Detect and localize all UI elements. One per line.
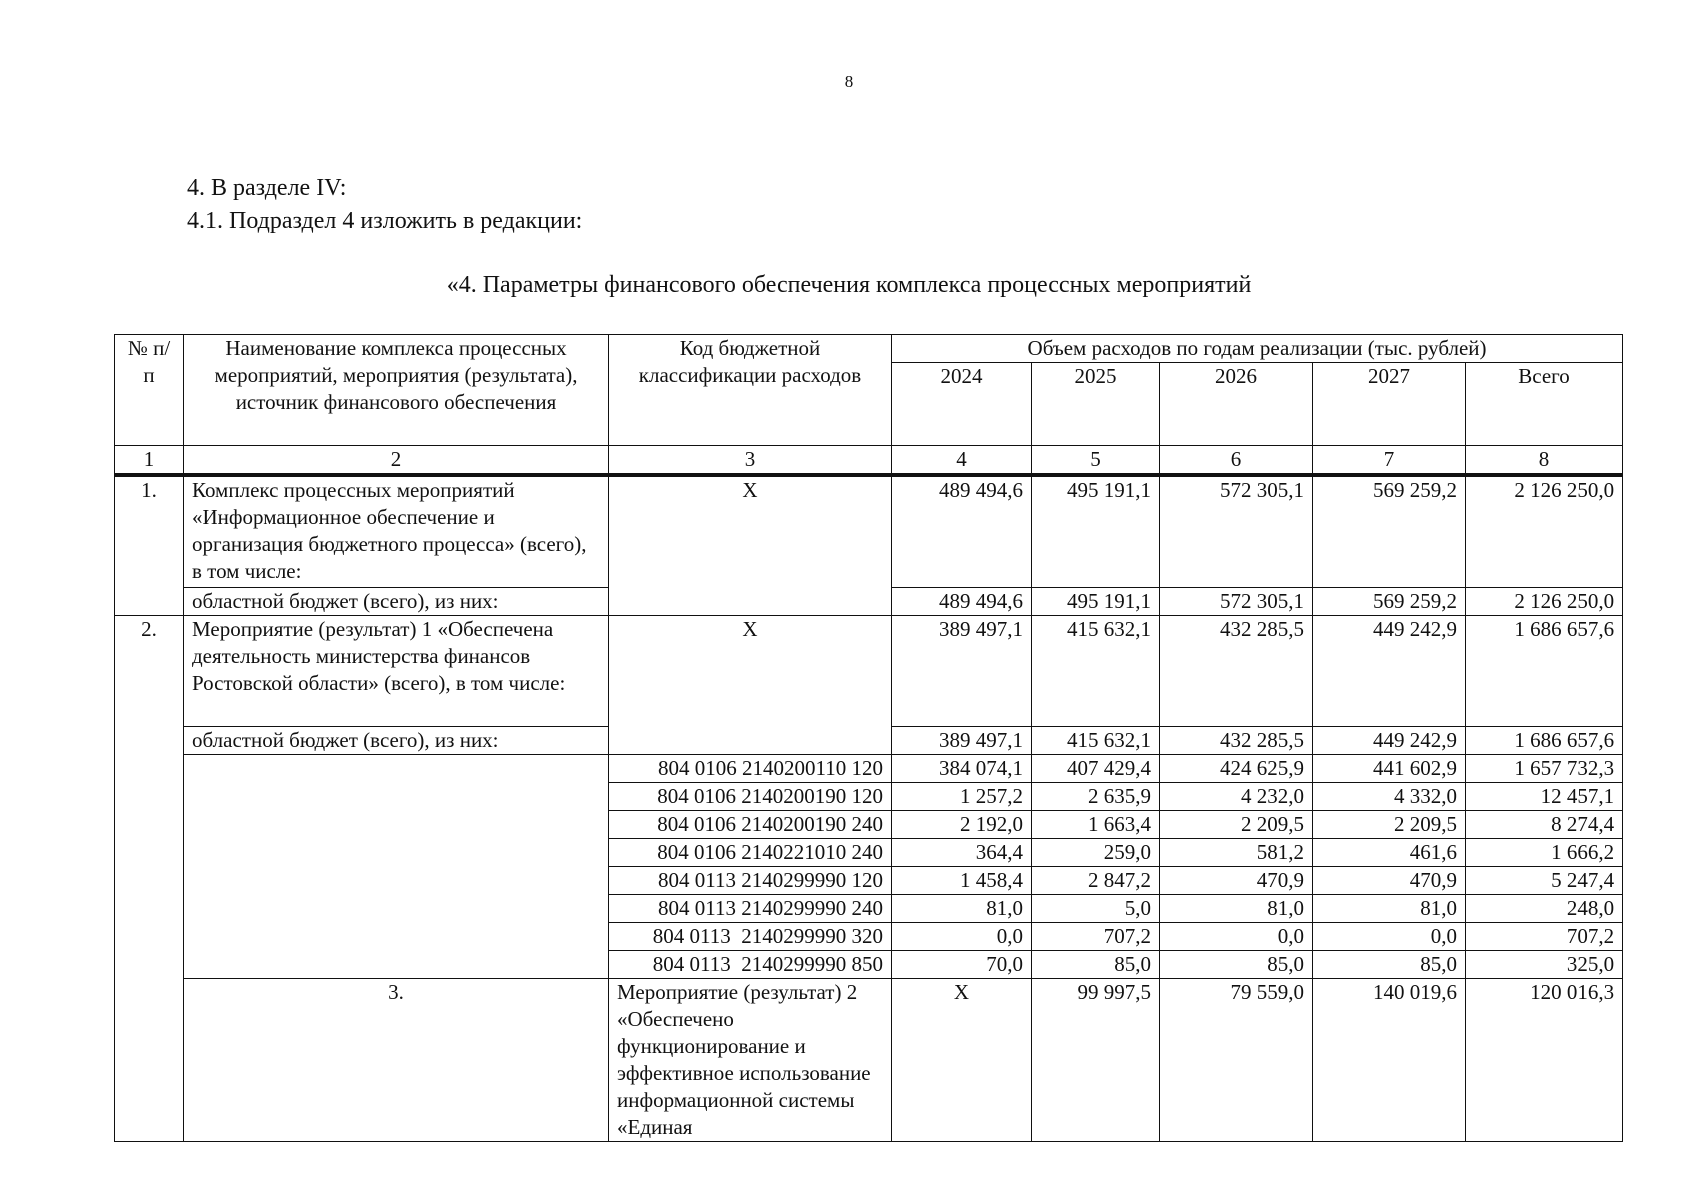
col-number-1: 1 bbox=[115, 446, 184, 476]
col-number-2: 2 bbox=[184, 446, 609, 476]
table-row bbox=[115, 979, 1623, 1142]
value-cell: 581,2 bbox=[1160, 839, 1313, 867]
budget-code: 804 0113 2140299990 320 bbox=[609, 923, 892, 951]
value-cell: 2 847,2 bbox=[1032, 867, 1160, 895]
col-number-5: 5 bbox=[1032, 446, 1160, 476]
value-cell: 4 232,0 bbox=[1160, 783, 1313, 811]
row-code: X bbox=[609, 475, 892, 616]
value-cell: 0,0 bbox=[1313, 923, 1466, 951]
value-cell: 259,0 bbox=[1032, 839, 1160, 867]
value-cell: 489 494,6 bbox=[892, 475, 1032, 588]
value-cell: 1 666,2 bbox=[1466, 839, 1623, 867]
value-cell: 2 209,5 bbox=[1160, 811, 1313, 839]
value-cell: 470,9 bbox=[1313, 867, 1466, 895]
header-year-2027: 2027 bbox=[1313, 363, 1466, 446]
value-cell: 2 126 250,0 bbox=[1466, 588, 1623, 616]
section-heading: «4. Параметры финансового обеспечения комплекса процессных мероприятий bbox=[446, 272, 1252, 298]
value-cell: 572 305,1 bbox=[1160, 588, 1313, 616]
col-number-8: 8 bbox=[1466, 446, 1623, 476]
header-volume: Объем расходов по годам реализации (тыс. рублей) bbox=[892, 335, 1623, 363]
value-cell: 407 429,4 bbox=[1032, 755, 1160, 783]
value-cell: 99 997,5 bbox=[1032, 979, 1160, 1142]
budget-code: 804 0113 2140299990 240 bbox=[609, 895, 892, 923]
value-cell: 85,0 bbox=[1032, 951, 1160, 979]
value-cell: 248,0 bbox=[1466, 895, 1623, 923]
value-cell: 12 457,1 bbox=[1466, 783, 1623, 811]
col-number-7: 7 bbox=[1313, 446, 1466, 476]
header-total: Всего bbox=[1466, 363, 1623, 446]
header-year-2025: 2025 bbox=[1032, 363, 1160, 446]
value-cell: 4 332,0 bbox=[1313, 783, 1466, 811]
value-cell: 489 494,6 bbox=[892, 588, 1032, 616]
budget-code: 804 0106 2140200190 120 bbox=[609, 783, 892, 811]
budget-code: 804 0113 2140299990 120 bbox=[609, 867, 892, 895]
value-cell: 2 635,9 bbox=[1032, 783, 1160, 811]
value-cell: 424 625,9 bbox=[1160, 755, 1313, 783]
value-cell: 572 305,1 bbox=[1160, 475, 1313, 588]
row-name: Мероприятие (результат) 2 «Обеспечено функционирование и эффективное использование информационной системы «Единая bbox=[609, 979, 892, 1142]
value-cell: 85,0 bbox=[1313, 951, 1466, 979]
header-row-1 bbox=[115, 335, 1623, 363]
row-code: X bbox=[609, 616, 892, 755]
value-cell: 1 257,2 bbox=[892, 783, 1032, 811]
row-name: Комплекс процессных мероприятий «Информационное обеспечение и организация бюджетного процесса» (всего), в том числе: bbox=[184, 475, 609, 588]
value-cell: 461,6 bbox=[1313, 839, 1466, 867]
value-cell: 140 019,6 bbox=[1313, 979, 1466, 1142]
value-cell: 569 259,2 bbox=[1313, 588, 1466, 616]
code-row bbox=[115, 755, 1623, 783]
financing-table bbox=[114, 334, 1623, 1142]
page-number: 8 bbox=[844, 72, 854, 91]
value-cell: 5,0 bbox=[1032, 895, 1160, 923]
col-number-6: 6 bbox=[1160, 446, 1313, 476]
value-cell: 120 016,3 bbox=[1466, 979, 1623, 1142]
row-number: 1. bbox=[115, 475, 184, 616]
value-cell: 2 209,5 bbox=[1313, 811, 1466, 839]
value-cell: 384 074,1 bbox=[892, 755, 1032, 783]
value-cell: 1 686 657,6 bbox=[1466, 616, 1623, 727]
value-cell: 85,0 bbox=[1160, 951, 1313, 979]
row-subname: областной бюджет (всего), из них: bbox=[184, 727, 609, 755]
value-cell: 707,2 bbox=[1466, 923, 1623, 951]
value-cell: 449 242,9 bbox=[1313, 616, 1466, 727]
value-cell: 81,0 bbox=[1313, 895, 1466, 923]
empty-name-cell bbox=[184, 755, 609, 979]
column-numbers-row bbox=[115, 446, 1623, 476]
value-cell: 569 259,2 bbox=[1313, 475, 1466, 588]
value-cell: 79 559,0 bbox=[1160, 979, 1313, 1142]
value-cell: 1 663,4 bbox=[1032, 811, 1160, 839]
value-cell: 432 285,5 bbox=[1160, 727, 1313, 755]
value-cell: 2 126 250,0 bbox=[1466, 475, 1623, 588]
header-code: Код бюджетной классификации расходов bbox=[609, 335, 892, 446]
row-number: 3. bbox=[184, 979, 609, 1142]
budget-code: 804 0113 2140299990 850 bbox=[609, 951, 892, 979]
row-subname: областной бюджет (всего), из них: bbox=[184, 588, 609, 616]
row-name: Мероприятие (результат) 1 «Обеспечена деятельность министерства финансов Ростовской области» (всего), в том числе: bbox=[184, 616, 609, 727]
value-cell: 81,0 bbox=[1160, 895, 1313, 923]
value-cell: 389 497,1 bbox=[892, 727, 1032, 755]
row-code: X bbox=[892, 979, 1032, 1142]
value-cell: 325,0 bbox=[1466, 951, 1623, 979]
header-num: № п/п bbox=[115, 335, 184, 446]
value-cell: 415 632,1 bbox=[1032, 616, 1160, 727]
value-cell: 0,0 bbox=[1160, 923, 1313, 951]
header-year-2024: 2024 bbox=[892, 363, 1032, 446]
col-number-4: 4 bbox=[892, 446, 1032, 476]
value-cell: 5 247,4 bbox=[1466, 867, 1623, 895]
value-cell: 0,0 bbox=[892, 923, 1032, 951]
col-number-3: 3 bbox=[609, 446, 892, 476]
value-cell: 415 632,1 bbox=[1032, 727, 1160, 755]
header-year-2026: 2026 bbox=[1160, 363, 1313, 446]
header-name: Наименование комплекса процессных мероприятий, мероприятия (результата), источник финансового обеспечения bbox=[184, 335, 609, 446]
intro-line-2: 4.1. Подраздел 4 изложить в редакции: bbox=[187, 208, 583, 234]
budget-code: 804 0106 2140200190 240 bbox=[609, 811, 892, 839]
value-cell: 2 192,0 bbox=[892, 811, 1032, 839]
value-cell: 1 458,4 bbox=[892, 867, 1032, 895]
value-cell: 441 602,9 bbox=[1313, 755, 1466, 783]
value-cell: 81,0 bbox=[892, 895, 1032, 923]
table-row bbox=[115, 475, 1623, 588]
value-cell: 1 657 732,3 bbox=[1466, 755, 1623, 783]
value-cell: 495 191,1 bbox=[1032, 475, 1160, 588]
value-cell: 470,9 bbox=[1160, 867, 1313, 895]
value-cell: 364,4 bbox=[892, 839, 1032, 867]
value-cell: 389 497,1 bbox=[892, 616, 1032, 727]
table-row bbox=[115, 616, 1623, 727]
value-cell: 1 686 657,6 bbox=[1466, 727, 1623, 755]
value-cell: 70,0 bbox=[892, 951, 1032, 979]
value-cell: 8 274,4 bbox=[1466, 811, 1623, 839]
intro-text bbox=[187, 172, 582, 238]
value-cell: 432 285,5 bbox=[1160, 616, 1313, 727]
value-cell: 707,2 bbox=[1032, 923, 1160, 951]
row-number: 2. bbox=[115, 616, 184, 1142]
intro-line-1: 4. В разделе IV: bbox=[187, 175, 347, 201]
value-cell: 495 191,1 bbox=[1032, 588, 1160, 616]
value-cell: 449 242,9 bbox=[1313, 727, 1466, 755]
budget-code: 804 0106 2140221010 240 bbox=[609, 839, 892, 867]
budget-code: 804 0106 2140200110 120 bbox=[609, 755, 892, 783]
